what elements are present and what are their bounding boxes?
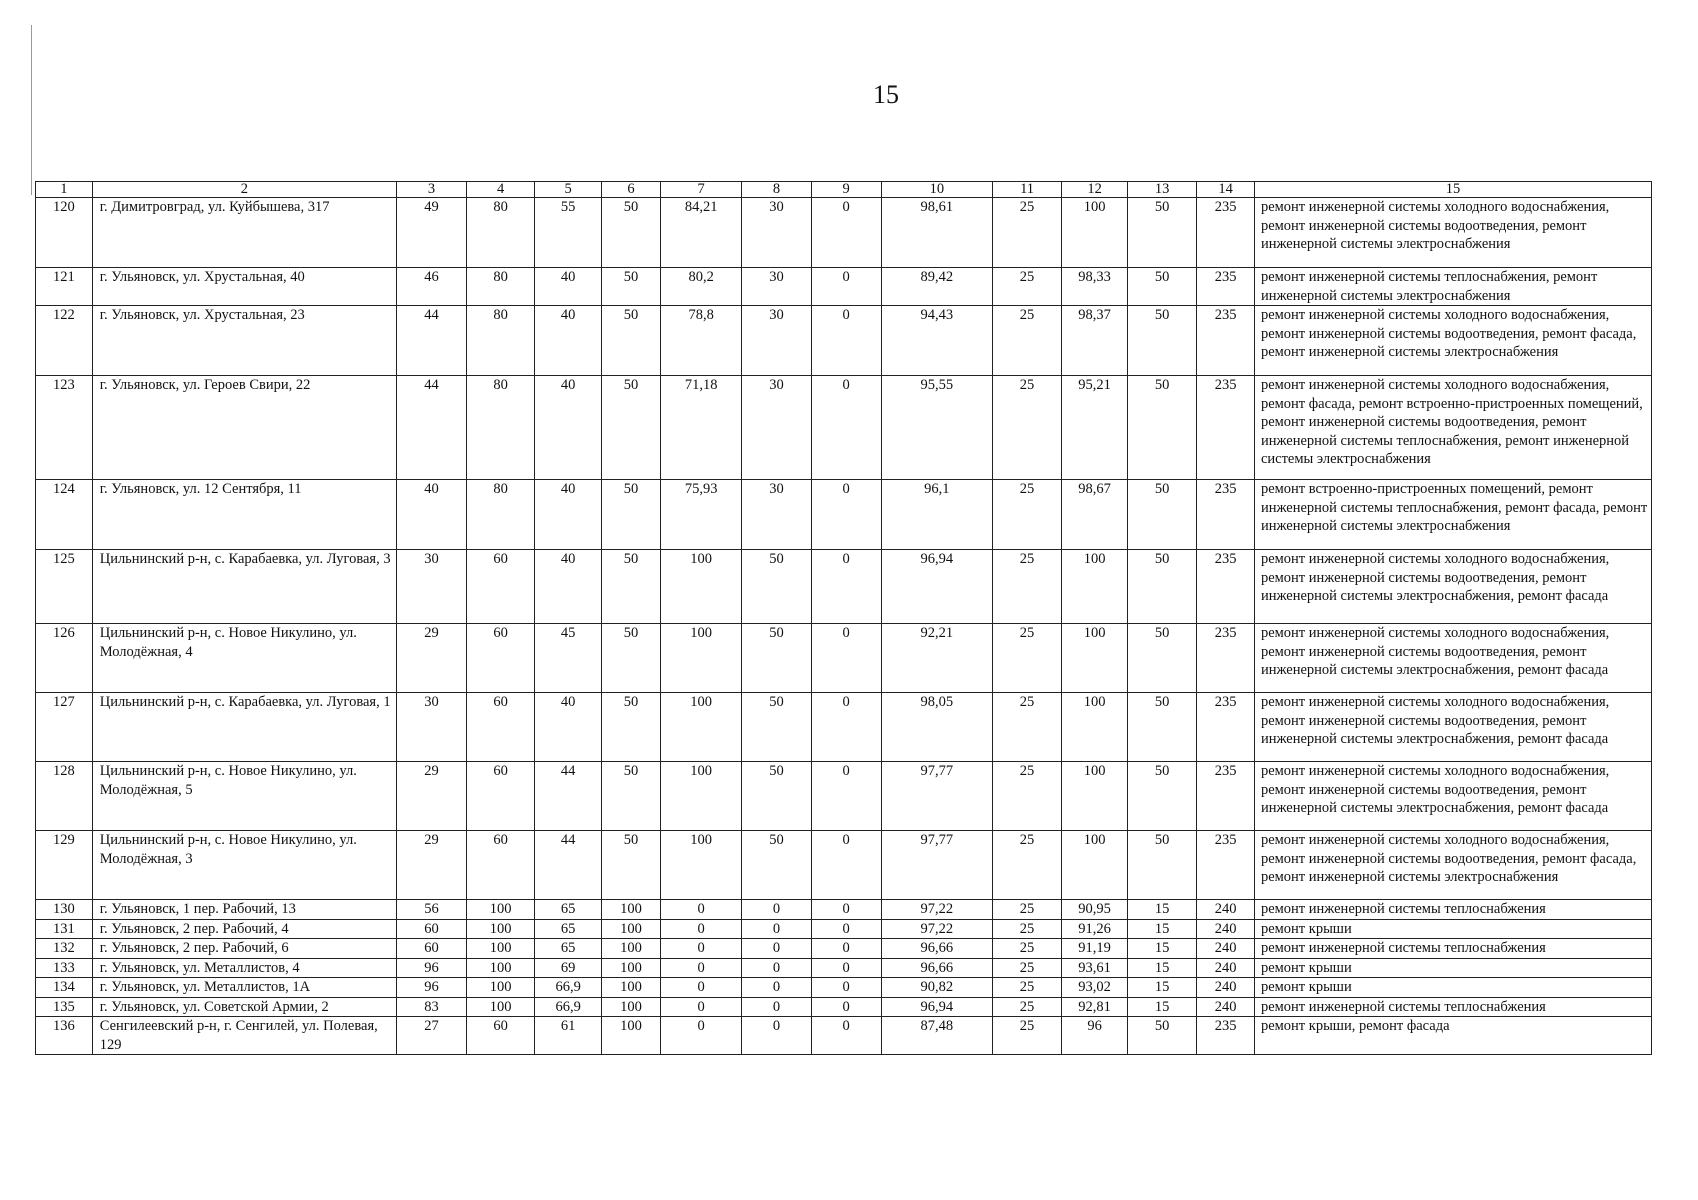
- value-cell-col-5: 61: [535, 1017, 602, 1055]
- value-cell-col-7: 84,21: [660, 198, 741, 268]
- value-cell-col-8: 0: [742, 919, 811, 939]
- row-number-cell: 120: [36, 198, 93, 268]
- value-cell-col-9: 0: [811, 762, 881, 831]
- value-cell-col-9: 0: [811, 919, 881, 939]
- value-cell-col-11: 25: [993, 997, 1062, 1017]
- value-cell-col-4: 60: [467, 762, 535, 831]
- value-cell-col-14: 235: [1197, 831, 1255, 900]
- table-row: [36, 997, 1652, 1017]
- value-cell-col-8: 0: [742, 978, 811, 998]
- value-cell-col-7: 0: [660, 958, 741, 978]
- value-cell-col-8: 30: [742, 306, 811, 376]
- value-cell-col-6: 50: [602, 198, 661, 268]
- value-cell-col-14: 235: [1197, 306, 1255, 376]
- address-cell: г. Ульяновск, ул. Металлистов, 4: [92, 958, 396, 978]
- work-types-cell: ремонт инженерной системы холодного водоснабжения, ремонт инженерной системы водоотведения, ремонт инженерной системы электроснабжения, ремонт фасада: [1254, 550, 1651, 624]
- row-number-cell: 130: [36, 900, 93, 920]
- address-cell: г. Ульяновск, ул. Металлистов, 1А: [92, 978, 396, 998]
- value-cell-col-8: 30: [742, 480, 811, 550]
- table-row: [36, 831, 1652, 900]
- value-cell-col-4: 60: [467, 550, 535, 624]
- value-cell-col-8: 30: [742, 198, 811, 268]
- value-cell-col-13: 50: [1128, 762, 1197, 831]
- row-number-cell: 135: [36, 997, 93, 1017]
- table-row: [36, 306, 1652, 376]
- value-cell-col-4: 100: [467, 958, 535, 978]
- value-cell-col-14: 240: [1197, 997, 1255, 1017]
- address-cell: г. Димитровград, ул. Куйбышева, 317: [92, 198, 396, 268]
- table-row: [36, 919, 1652, 939]
- value-cell-col-9: 0: [811, 480, 881, 550]
- value-cell-col-6: 50: [602, 762, 661, 831]
- address-cell: г. Ульяновск, ул. Советской Армии, 2: [92, 997, 396, 1017]
- value-cell-col-11: 25: [993, 550, 1062, 624]
- value-cell-col-10: 94,43: [881, 306, 992, 376]
- value-cell-col-14: 240: [1197, 900, 1255, 920]
- address-cell: Цильнинский р-н, с. Новое Никулино, ул. Молодёжная, 5: [92, 762, 396, 831]
- value-cell-col-8: 0: [742, 939, 811, 959]
- table-row: [36, 1017, 1652, 1055]
- value-cell-col-12: 92,81: [1062, 997, 1128, 1017]
- value-cell-col-11: 25: [993, 1017, 1062, 1055]
- value-cell-col-4: 100: [467, 978, 535, 998]
- value-cell-col-10: 96,1: [881, 480, 992, 550]
- value-cell-col-9: 0: [811, 958, 881, 978]
- value-cell-col-13: 50: [1128, 693, 1197, 762]
- value-cell-col-4: 100: [467, 900, 535, 920]
- row-number-cell: 125: [36, 550, 93, 624]
- value-cell-col-13: 15: [1128, 939, 1197, 959]
- value-cell-col-9: 0: [811, 939, 881, 959]
- value-cell-col-3: 96: [396, 978, 466, 998]
- value-cell-col-3: 29: [396, 762, 466, 831]
- value-cell-col-12: 100: [1062, 831, 1128, 900]
- value-cell-col-6: 100: [602, 1017, 661, 1055]
- value-cell-col-14: 240: [1197, 958, 1255, 978]
- value-cell-col-13: 50: [1128, 1017, 1197, 1055]
- value-cell-col-4: 60: [467, 624, 535, 693]
- page-number: 15: [873, 80, 899, 109]
- table-row: [36, 958, 1652, 978]
- value-cell-col-12: 98,37: [1062, 306, 1128, 376]
- work-types-cell: ремонт инженерной системы холодного водоснабжения, ремонт инженерной системы водоотведения, ремонт инженерной системы электроснабжения, ремонт фасада: [1254, 624, 1651, 693]
- value-cell-col-10: 92,21: [881, 624, 992, 693]
- value-cell-col-4: 60: [467, 1017, 535, 1055]
- value-cell-col-6: 50: [602, 624, 661, 693]
- value-cell-col-11: 25: [993, 762, 1062, 831]
- address-cell: Цильнинский р-н, с. Новое Никулино, ул. Молодёжная, 4: [92, 624, 396, 693]
- value-cell-col-4: 80: [467, 306, 535, 376]
- value-cell-col-6: 50: [602, 376, 661, 480]
- value-cell-col-7: 0: [660, 978, 741, 998]
- value-cell-col-7: 0: [660, 939, 741, 959]
- value-cell-col-10: 97,77: [881, 831, 992, 900]
- value-cell-col-6: 100: [602, 900, 661, 920]
- value-cell-col-12: 93,61: [1062, 958, 1128, 978]
- value-cell-col-6: 50: [602, 831, 661, 900]
- column-header-7: 7: [660, 182, 741, 198]
- column-header-10: 10: [881, 182, 992, 198]
- value-cell-col-12: 98,67: [1062, 480, 1128, 550]
- value-cell-col-14: 235: [1197, 268, 1255, 306]
- value-cell-col-13: 50: [1128, 376, 1197, 480]
- work-types-cell: ремонт инженерной системы холодного водоснабжения, ремонт инженерной системы водоотведения, ремонт фасада, ремонт инженерной системы электроснабжения: [1254, 306, 1651, 376]
- value-cell-col-7: 71,18: [660, 376, 741, 480]
- value-cell-col-3: 49: [396, 198, 466, 268]
- value-cell-col-11: 25: [993, 268, 1062, 306]
- value-cell-col-11: 25: [993, 306, 1062, 376]
- table-row: [36, 624, 1652, 693]
- table-row: [36, 978, 1652, 998]
- value-cell-col-12: 100: [1062, 624, 1128, 693]
- value-cell-col-3: 60: [396, 919, 466, 939]
- value-cell-col-3: 30: [396, 693, 466, 762]
- value-cell-col-6: 100: [602, 958, 661, 978]
- value-cell-col-4: 100: [467, 919, 535, 939]
- value-cell-col-4: 80: [467, 480, 535, 550]
- value-cell-col-12: 96: [1062, 1017, 1128, 1055]
- value-cell-col-6: 100: [602, 997, 661, 1017]
- value-cell-col-12: 95,21: [1062, 376, 1128, 480]
- row-number-cell: 122: [36, 306, 93, 376]
- column-header-2: 2: [92, 182, 396, 198]
- value-cell-col-12: 91,26: [1062, 919, 1128, 939]
- value-cell-col-3: 29: [396, 624, 466, 693]
- value-cell-col-13: 50: [1128, 480, 1197, 550]
- address-cell: г. Ульяновск, ул. 12 Сентября, 11: [92, 480, 396, 550]
- value-cell-col-7: 100: [660, 693, 741, 762]
- value-cell-col-8: 50: [742, 693, 811, 762]
- table-row: [36, 480, 1652, 550]
- value-cell-col-10: 96,94: [881, 550, 992, 624]
- value-cell-col-8: 30: [742, 376, 811, 480]
- value-cell-col-14: 235: [1197, 550, 1255, 624]
- value-cell-col-10: 96,66: [881, 958, 992, 978]
- value-cell-col-5: 40: [535, 376, 602, 480]
- value-cell-col-11: 25: [993, 376, 1062, 480]
- value-cell-col-9: 0: [811, 376, 881, 480]
- column-header-3: 3: [396, 182, 466, 198]
- value-cell-col-5: 40: [535, 550, 602, 624]
- row-number-cell: 124: [36, 480, 93, 550]
- value-cell-col-8: 0: [742, 900, 811, 920]
- value-cell-col-3: 30: [396, 550, 466, 624]
- value-cell-col-4: 80: [467, 198, 535, 268]
- work-types-cell: ремонт инженерной системы холодного водоснабжения, ремонт инженерной системы водоотведения, ремонт инженерной системы электроснабжения: [1254, 198, 1651, 268]
- address-cell: г. Ульяновск, 2 пер. Рабочий, 4: [92, 919, 396, 939]
- value-cell-col-9: 0: [811, 1017, 881, 1055]
- column-header-8: 8: [742, 182, 811, 198]
- value-cell-col-7: 80,2: [660, 268, 741, 306]
- value-cell-col-8: 50: [742, 550, 811, 624]
- column-header-11: 11: [993, 182, 1062, 198]
- value-cell-col-3: 56: [396, 900, 466, 920]
- table-row: [36, 693, 1652, 762]
- value-cell-col-8: 30: [742, 268, 811, 306]
- value-cell-col-10: 89,42: [881, 268, 992, 306]
- value-cell-col-12: 100: [1062, 550, 1128, 624]
- value-cell-col-4: 60: [467, 831, 535, 900]
- column-header-15: 15: [1254, 182, 1651, 198]
- value-cell-col-7: 0: [660, 1017, 741, 1055]
- work-types-cell: ремонт крыши, ремонт фасада: [1254, 1017, 1651, 1055]
- row-number-cell: 131: [36, 919, 93, 939]
- address-cell: Цильнинский р-н, с. Новое Никулино, ул. Молодёжная, 3: [92, 831, 396, 900]
- column-header-1: 1: [36, 182, 93, 198]
- value-cell-col-14: 235: [1197, 762, 1255, 831]
- work-types-cell: ремонт крыши: [1254, 978, 1651, 998]
- row-number-cell: 136: [36, 1017, 93, 1055]
- value-cell-col-10: 96,94: [881, 997, 992, 1017]
- work-types-cell: ремонт инженерной системы теплоснабжения: [1254, 939, 1651, 959]
- value-cell-col-5: 40: [535, 306, 602, 376]
- table-row: [36, 198, 1652, 268]
- value-cell-col-4: 80: [467, 376, 535, 480]
- value-cell-col-10: 97,77: [881, 762, 992, 831]
- table-row: [36, 268, 1652, 306]
- table-row: [36, 376, 1652, 480]
- value-cell-col-5: 45: [535, 624, 602, 693]
- value-cell-col-5: 69: [535, 958, 602, 978]
- header-row: [36, 182, 1652, 198]
- value-cell-col-11: 25: [993, 978, 1062, 998]
- value-cell-col-10: 97,22: [881, 900, 992, 920]
- value-cell-col-5: 66,9: [535, 978, 602, 998]
- row-number-cell: 127: [36, 693, 93, 762]
- value-cell-col-10: 96,66: [881, 939, 992, 959]
- value-cell-col-12: 100: [1062, 198, 1128, 268]
- value-cell-col-4: 80: [467, 268, 535, 306]
- value-cell-col-5: 65: [535, 919, 602, 939]
- table-row: [36, 762, 1652, 831]
- work-types-cell: ремонт встроенно-пристроенных помещений, ремонт инженерной системы теплоснабжения, ремонт фасада, ремонт инженерной системы электроснабжения: [1254, 480, 1651, 550]
- value-cell-col-14: 235: [1197, 376, 1255, 480]
- value-cell-col-5: 40: [535, 268, 602, 306]
- value-cell-col-3: 46: [396, 268, 466, 306]
- value-cell-col-5: 66,9: [535, 997, 602, 1017]
- row-number-cell: 132: [36, 939, 93, 959]
- value-cell-col-6: 50: [602, 480, 661, 550]
- value-cell-col-10: 87,48: [881, 1017, 992, 1055]
- value-cell-col-3: 83: [396, 997, 466, 1017]
- value-cell-col-11: 25: [993, 693, 1062, 762]
- value-cell-col-11: 25: [993, 958, 1062, 978]
- value-cell-col-13: 15: [1128, 958, 1197, 978]
- value-cell-col-7: 0: [660, 919, 741, 939]
- value-cell-col-6: 100: [602, 939, 661, 959]
- value-cell-col-14: 240: [1197, 919, 1255, 939]
- table-row: [36, 939, 1652, 959]
- value-cell-col-4: 100: [467, 997, 535, 1017]
- value-cell-col-11: 25: [993, 624, 1062, 693]
- value-cell-col-14: 235: [1197, 1017, 1255, 1055]
- value-cell-col-6: 100: [602, 978, 661, 998]
- value-cell-col-14: 240: [1197, 939, 1255, 959]
- value-cell-col-8: 50: [742, 762, 811, 831]
- address-cell: г. Ульяновск, ул. Хрустальная, 40: [92, 268, 396, 306]
- table-body: [36, 198, 1652, 1055]
- value-cell-col-4: 60: [467, 693, 535, 762]
- value-cell-col-12: 100: [1062, 762, 1128, 831]
- column-header-5: 5: [535, 182, 602, 198]
- row-number-cell: 123: [36, 376, 93, 480]
- value-cell-col-3: 44: [396, 376, 466, 480]
- value-cell-col-7: 100: [660, 550, 741, 624]
- value-cell-col-14: 235: [1197, 693, 1255, 762]
- value-cell-col-10: 98,05: [881, 693, 992, 762]
- column-header-4: 4: [467, 182, 535, 198]
- value-cell-col-11: 25: [993, 198, 1062, 268]
- value-cell-col-7: 75,93: [660, 480, 741, 550]
- row-number-cell: 128: [36, 762, 93, 831]
- value-cell-col-10: 95,55: [881, 376, 992, 480]
- work-types-cell: ремонт инженерной системы холодного водоснабжения, ремонт инженерной системы водоотведения, ремонт инженерной системы электроснабжения, ремонт фасада: [1254, 762, 1651, 831]
- value-cell-col-8: 50: [742, 831, 811, 900]
- value-cell-col-14: 235: [1197, 198, 1255, 268]
- value-cell-col-9: 0: [811, 693, 881, 762]
- value-cell-col-6: 100: [602, 919, 661, 939]
- address-cell: Цильнинский р-н, с. Карабаевка, ул. Луговая, 1: [92, 693, 396, 762]
- value-cell-col-12: 93,02: [1062, 978, 1128, 998]
- work-types-cell: ремонт инженерной системы теплоснабжения, ремонт инженерной системы электроснабжения: [1254, 268, 1651, 306]
- row-number-cell: 133: [36, 958, 93, 978]
- column-header-13: 13: [1128, 182, 1197, 198]
- value-cell-col-6: 50: [602, 268, 661, 306]
- value-cell-col-14: 235: [1197, 624, 1255, 693]
- row-number-cell: 121: [36, 268, 93, 306]
- value-cell-col-8: 50: [742, 624, 811, 693]
- value-cell-col-14: 240: [1197, 978, 1255, 998]
- column-header-9: 9: [811, 182, 881, 198]
- value-cell-col-3: 40: [396, 480, 466, 550]
- value-cell-col-6: 50: [602, 306, 661, 376]
- value-cell-col-3: 29: [396, 831, 466, 900]
- row-number-cell: 134: [36, 978, 93, 998]
- value-cell-col-7: 100: [660, 831, 741, 900]
- column-header-6: 6: [602, 182, 661, 198]
- value-cell-col-13: 50: [1128, 550, 1197, 624]
- value-cell-col-13: 50: [1128, 624, 1197, 693]
- value-cell-col-9: 0: [811, 550, 881, 624]
- value-cell-col-11: 25: [993, 919, 1062, 939]
- value-cell-col-12: 100: [1062, 693, 1128, 762]
- value-cell-col-10: 97,22: [881, 919, 992, 939]
- work-types-cell: ремонт инженерной системы теплоснабжения: [1254, 997, 1651, 1017]
- value-cell-col-3: 96: [396, 958, 466, 978]
- value-cell-col-13: 15: [1128, 978, 1197, 998]
- value-cell-col-5: 44: [535, 831, 602, 900]
- row-number-cell: 129: [36, 831, 93, 900]
- column-header-12: 12: [1062, 182, 1128, 198]
- value-cell-col-5: 65: [535, 939, 602, 959]
- address-cell: г. Ульяновск, ул. Героев Свири, 22: [92, 376, 396, 480]
- value-cell-col-5: 55: [535, 198, 602, 268]
- value-cell-col-3: 27: [396, 1017, 466, 1055]
- value-cell-col-11: 25: [993, 831, 1062, 900]
- value-cell-col-5: 40: [535, 693, 602, 762]
- value-cell-col-6: 50: [602, 693, 661, 762]
- value-cell-col-7: 0: [660, 997, 741, 1017]
- value-cell-col-5: 44: [535, 762, 602, 831]
- work-types-cell: ремонт крыши: [1254, 958, 1651, 978]
- value-cell-col-13: 50: [1128, 198, 1197, 268]
- value-cell-col-7: 0: [660, 900, 741, 920]
- value-cell-col-10: 98,61: [881, 198, 992, 268]
- value-cell-col-6: 50: [602, 550, 661, 624]
- value-cell-col-10: 90,82: [881, 978, 992, 998]
- value-cell-col-9: 0: [811, 268, 881, 306]
- row-number-cell: 126: [36, 624, 93, 693]
- value-cell-col-7: 100: [660, 762, 741, 831]
- value-cell-col-8: 0: [742, 1017, 811, 1055]
- value-cell-col-5: 40: [535, 480, 602, 550]
- work-types-cell: ремонт инженерной системы холодного водоснабжения, ремонт инженерной системы водоотведения, ремонт фасада, ремонт инженерной системы электроснабжения: [1254, 831, 1651, 900]
- margin-rule: [31, 25, 32, 195]
- work-types-cell: ремонт крыши: [1254, 919, 1651, 939]
- value-cell-col-8: 0: [742, 958, 811, 978]
- address-cell: г. Ульяновск, 2 пер. Рабочий, 6: [92, 939, 396, 959]
- value-cell-col-12: 98,33: [1062, 268, 1128, 306]
- value-cell-col-13: 50: [1128, 268, 1197, 306]
- work-types-cell: ремонт инженерной системы теплоснабжения: [1254, 900, 1651, 920]
- work-types-cell: ремонт инженерной системы холодного водоснабжения, ремонт инженерной системы водоотведения, ремонт инженерной системы электроснабжения, ремонт фасада: [1254, 693, 1651, 762]
- value-cell-col-7: 78,8: [660, 306, 741, 376]
- value-cell-col-9: 0: [811, 198, 881, 268]
- value-cell-col-11: 25: [993, 900, 1062, 920]
- value-cell-col-12: 90,95: [1062, 900, 1128, 920]
- address-cell: Цильнинский р-н, с. Карабаевка, ул. Луговая, 3: [92, 550, 396, 624]
- value-cell-col-13: 50: [1128, 831, 1197, 900]
- value-cell-col-14: 235: [1197, 480, 1255, 550]
- address-cell: г. Ульяновск, 1 пер. Рабочий, 13: [92, 900, 396, 920]
- value-cell-col-13: 50: [1128, 306, 1197, 376]
- value-cell-col-7: 100: [660, 624, 741, 693]
- value-cell-col-9: 0: [811, 831, 881, 900]
- value-cell-col-9: 0: [811, 978, 881, 998]
- value-cell-col-11: 25: [993, 939, 1062, 959]
- value-cell-col-9: 0: [811, 624, 881, 693]
- value-cell-col-12: 91,19: [1062, 939, 1128, 959]
- housing-repair-table: [35, 181, 1652, 1055]
- value-cell-col-9: 0: [811, 900, 881, 920]
- value-cell-col-3: 60: [396, 939, 466, 959]
- address-cell: г. Ульяновск, ул. Хрустальная, 23: [92, 306, 396, 376]
- value-cell-col-4: 100: [467, 939, 535, 959]
- value-cell-col-9: 0: [811, 306, 881, 376]
- address-cell: Сенгилеевский р-н, г. Сенгилей, ул. Полевая, 129: [92, 1017, 396, 1055]
- value-cell-col-9: 0: [811, 997, 881, 1017]
- value-cell-col-5: 65: [535, 900, 602, 920]
- value-cell-col-13: 15: [1128, 919, 1197, 939]
- value-cell-col-3: 44: [396, 306, 466, 376]
- table-row: [36, 900, 1652, 920]
- value-cell-col-13: 15: [1128, 900, 1197, 920]
- value-cell-col-13: 15: [1128, 997, 1197, 1017]
- column-header-14: 14: [1197, 182, 1255, 198]
- table-row: [36, 550, 1652, 624]
- work-types-cell: ремонт инженерной системы холодного водоснабжения, ремонт фасада, ремонт встроенно-пристроенных помещений, ремонт инженерной системы водоотведения, ремонт инженерной системы теплоснабжения, ремонт инженерной системы электроснабжения: [1254, 376, 1651, 480]
- value-cell-col-8: 0: [742, 997, 811, 1017]
- value-cell-col-11: 25: [993, 480, 1062, 550]
